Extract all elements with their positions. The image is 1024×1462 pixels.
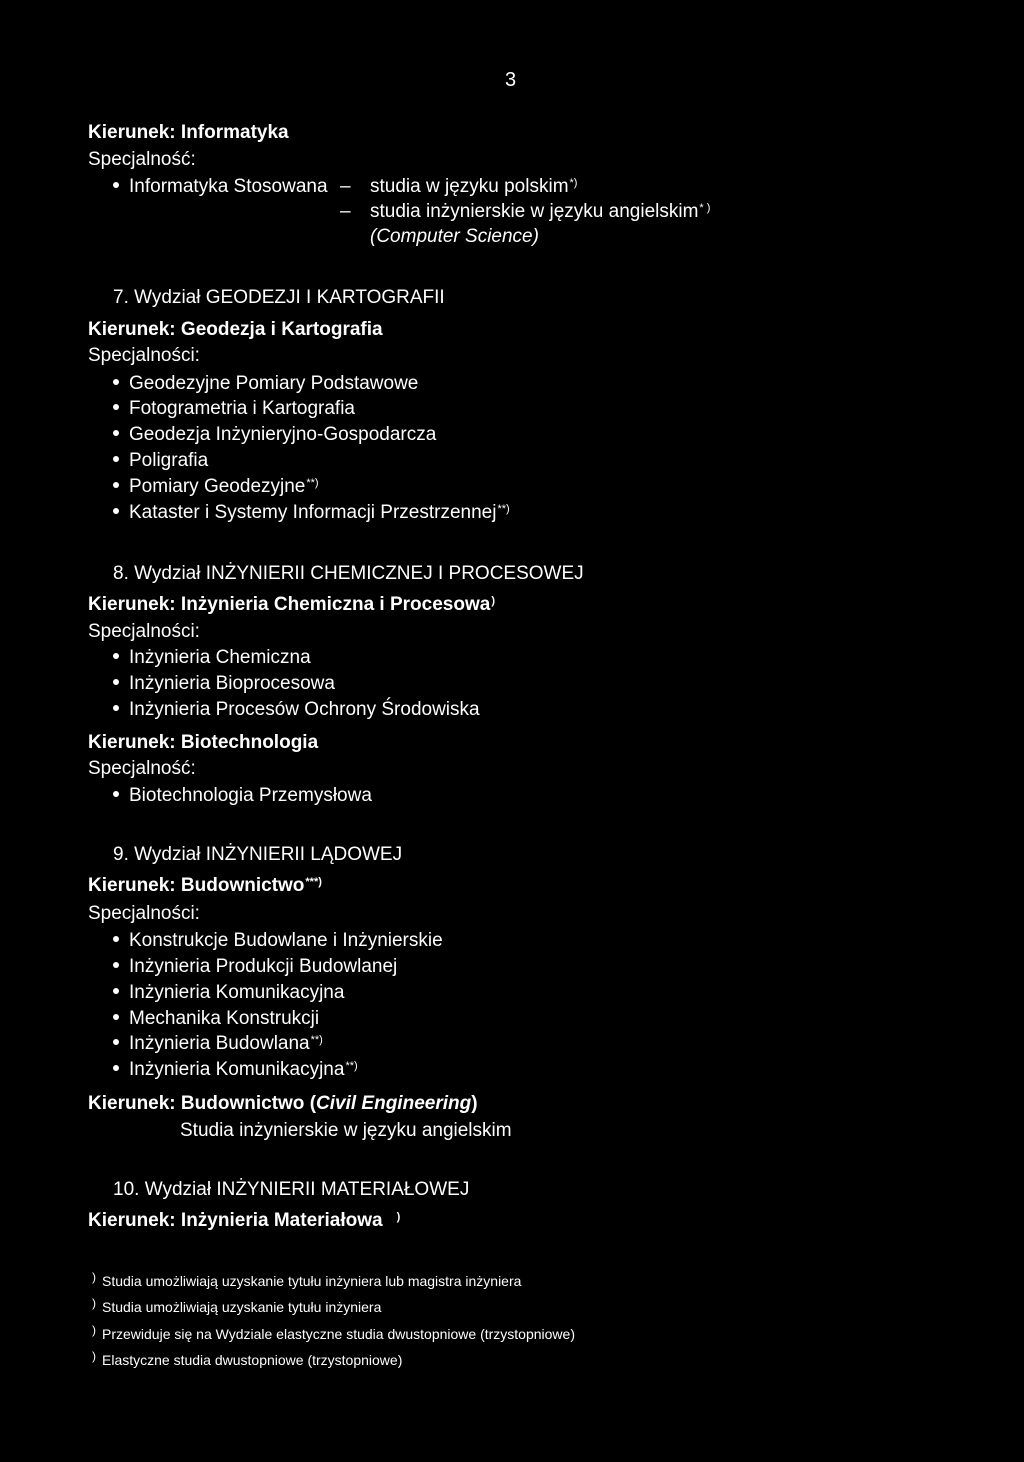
section-heading: 8. Wydział INŻYNIERII CHEMICZNEJ I PROCESOWEJ <box>113 563 584 584</box>
bullet-icon <box>113 653 119 659</box>
bullet-icon <box>113 1014 119 1020</box>
study-mode-dash: – <box>340 176 351 197</box>
specjalnosc-label: Specjalność: <box>88 758 196 779</box>
bullet-icon <box>113 456 119 462</box>
section-heading: 10. Wydział INŻYNIERII MATERIAŁOWEJ <box>113 1179 470 1200</box>
list-item: Informatyka Stosowana <box>113 175 328 199</box>
bullet-icon <box>113 679 119 685</box>
computer-science-note: (Computer Science) <box>370 226 539 247</box>
footnote-mark: **) <box>306 477 319 489</box>
list-item: Inżynieria Bioprocesowa <box>113 672 335 696</box>
kierunek-materialowa: Kierunek: Inżynieria Materiałowa ) <box>88 1210 401 1231</box>
list-item: Mechanika Konstrukcji <box>113 1007 319 1031</box>
bullet-icon <box>113 182 119 188</box>
study-mode-dash: – <box>340 201 351 222</box>
civil-engineering-note: Studia inżynierskie w języku angielskim <box>180 1120 512 1141</box>
specjalnosc-label: Specjalność: <box>88 149 196 170</box>
bullet-icon <box>113 1039 119 1045</box>
list-item: Poligrafia <box>113 449 208 473</box>
kierunek-informatyka <box>88 121 289 145</box>
bullet-icon <box>113 430 119 436</box>
footnote: ) Studia umożliwiają uzyskanie tytułu inżyniera <box>92 1296 382 1315</box>
footnote-mark: **) <box>497 503 510 515</box>
study-mode-polish: studia w języku polskim*) <box>370 176 578 197</box>
list-item: Inżynieria Komunikacyjna**) <box>113 1058 358 1082</box>
bullet-icon <box>113 1065 119 1071</box>
footnote-mark: *) <box>569 177 578 189</box>
bullet-icon <box>113 508 119 514</box>
list-item: Fotogrametria i Kartografia <box>113 397 355 421</box>
footnote: ) Elastyczne studia dwustopniowe (trzystopniowe) <box>92 1349 403 1368</box>
footnote: ) Przewiduje się na Wydziale elastyczne studia dwustopniowe (trzystopniowe) <box>92 1323 575 1342</box>
kierunek-label: Kierunek: <box>88 122 176 143</box>
list-item: Inżynieria Budowlana**) <box>113 1032 323 1056</box>
list-item: Pomiary Geodezyjne**) <box>113 475 319 499</box>
study-mode-english: studia inżynierskie w języku angielskim* ) <box>370 201 711 222</box>
page-number: 3 <box>505 69 517 91</box>
kierunek-chemiczna: Kierunek: Inżynieria Chemiczna i Procesowa) <box>88 594 495 615</box>
bullet-icon <box>113 962 119 968</box>
footnote-mark: **) <box>345 1060 358 1072</box>
bullet-icon <box>113 404 119 410</box>
list-item: Inżynieria Procesów Ochrony Środowiska <box>113 698 480 722</box>
kierunek-geodezja: Kierunek: Geodezja i Kartografia <box>88 319 383 340</box>
list-item: Inżynieria Chemiczna <box>113 646 311 670</box>
section-heading: 9. Wydział INŻYNIERII LĄDOWEJ <box>113 844 403 865</box>
list-item: Inżynieria Produkcji Budowlanej <box>113 955 397 979</box>
footnote-mark: ) <box>396 1211 401 1223</box>
footnote: ) Studia umożliwiają uzyskanie tytułu inżyniera lub magistra inżyniera <box>92 1270 522 1289</box>
kierunek-biotechnologia: Kierunek: Biotechnologia <box>88 732 319 753</box>
section-heading: 7. Wydział GEODEZJI I KARTOGRAFII <box>113 287 445 308</box>
list-item: Inżynieria Komunikacyjna <box>113 981 344 1005</box>
bullet-icon <box>113 379 119 385</box>
footnote-mark: ) <box>491 595 495 607</box>
footnote-mark: ***) <box>305 876 322 888</box>
specjalnosci-label: Specjalności: <box>88 345 200 366</box>
bullet-icon <box>113 936 119 942</box>
specjalnosci-label: Specjalności: <box>88 621 200 642</box>
list-item: Geodezja Inżynieryjno-Gospodarcza <box>113 423 436 447</box>
kierunek-budownictwo: Kierunek: Budownictwo***) <box>88 875 322 896</box>
list-item: Konstrukcje Budowlane i Inżynierskie <box>113 929 443 953</box>
footnote-mark: **) <box>310 1034 323 1046</box>
bullet-icon <box>113 791 119 797</box>
bullet-icon <box>113 988 119 994</box>
list-item: Kataster i Systemy Informacji Przestrzennej**) <box>113 501 510 525</box>
kierunek-civil-engineering: Kierunek: Budownictwo (Civil Engineering) <box>88 1093 478 1114</box>
list-item: Biotechnologia Przemysłowa <box>113 784 372 808</box>
list-item: Geodezyjne Pomiary Podstawowe <box>113 372 418 396</box>
bullet-icon <box>113 705 119 711</box>
kierunek-name: Informatyka <box>180 122 289 143</box>
footnote-mark: * ) <box>699 202 711 214</box>
specjalnosci-label: Specjalności: <box>88 903 200 924</box>
bullet-icon <box>113 482 119 488</box>
